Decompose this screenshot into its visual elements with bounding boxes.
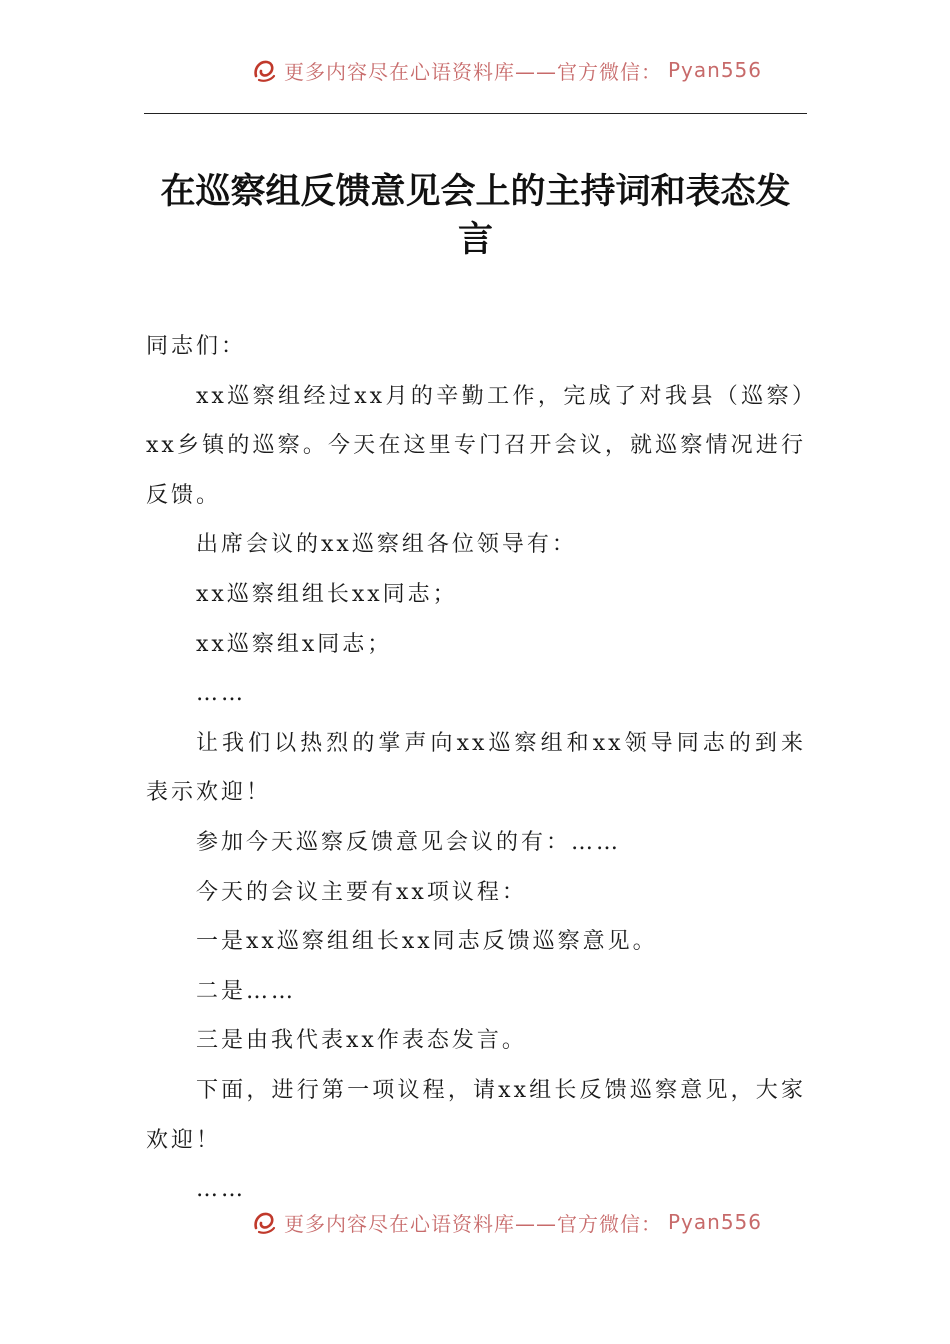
brand-logo-icon — [250, 1208, 278, 1236]
paragraph: 一是xx巡察组组长xx同志反馈巡察意见。 — [196, 929, 658, 955]
document-title: 在巡察组反馈意见会上的主持词和表态发言 — [160, 171, 791, 260]
header-watermark — [250, 55, 762, 85]
paragraph: 三是由我代表xx作表态发言。 — [196, 1028, 527, 1054]
paragraph: …… — [196, 1177, 246, 1203]
footer-watermark — [250, 1207, 762, 1237]
header-divider — [144, 113, 807, 114]
watermark-text: 更多内容尽在心语资料库——官方微信： — [284, 59, 662, 84]
paragraph: 出席会议的xx巡察组各位领导有： — [196, 532, 577, 558]
brand-logo-icon — [250, 56, 278, 84]
paragraph: xx巡察组组长xx同志； — [196, 581, 458, 607]
paragraph: 下面，进行第一项议程，请xx组长反馈巡察意见，大家欢迎！ — [146, 1077, 806, 1153]
paragraph: 二是…… — [196, 978, 297, 1004]
paragraph: xx巡察组x同志； — [196, 631, 393, 657]
paragraph: 参加今天巡察反馈意见会议的有：…… — [196, 829, 622, 855]
paragraph: xx巡察组经过xx月的辛勤工作，完成了对我县（巡察）xx乡镇的巡察。今天在这里专门召开会议，就巡察情况进行反馈。 — [146, 383, 806, 508]
watermark-text: 更多内容尽在心语资料库——官方微信： — [284, 1211, 662, 1236]
paragraph: 让我们以热烈的掌声向xx巡察组和xx领导同志的到来表示欢迎！ — [146, 730, 806, 806]
paragraph: …… — [196, 681, 246, 707]
watermark-wechat-id: Pyan556 — [668, 1210, 763, 1234]
salutation: 同志们： — [146, 334, 247, 359]
document-body — [146, 322, 806, 1215]
paragraph: 今天的会议主要有xx项议程： — [196, 879, 527, 905]
watermark-wechat-id: Pyan556 — [668, 58, 763, 82]
